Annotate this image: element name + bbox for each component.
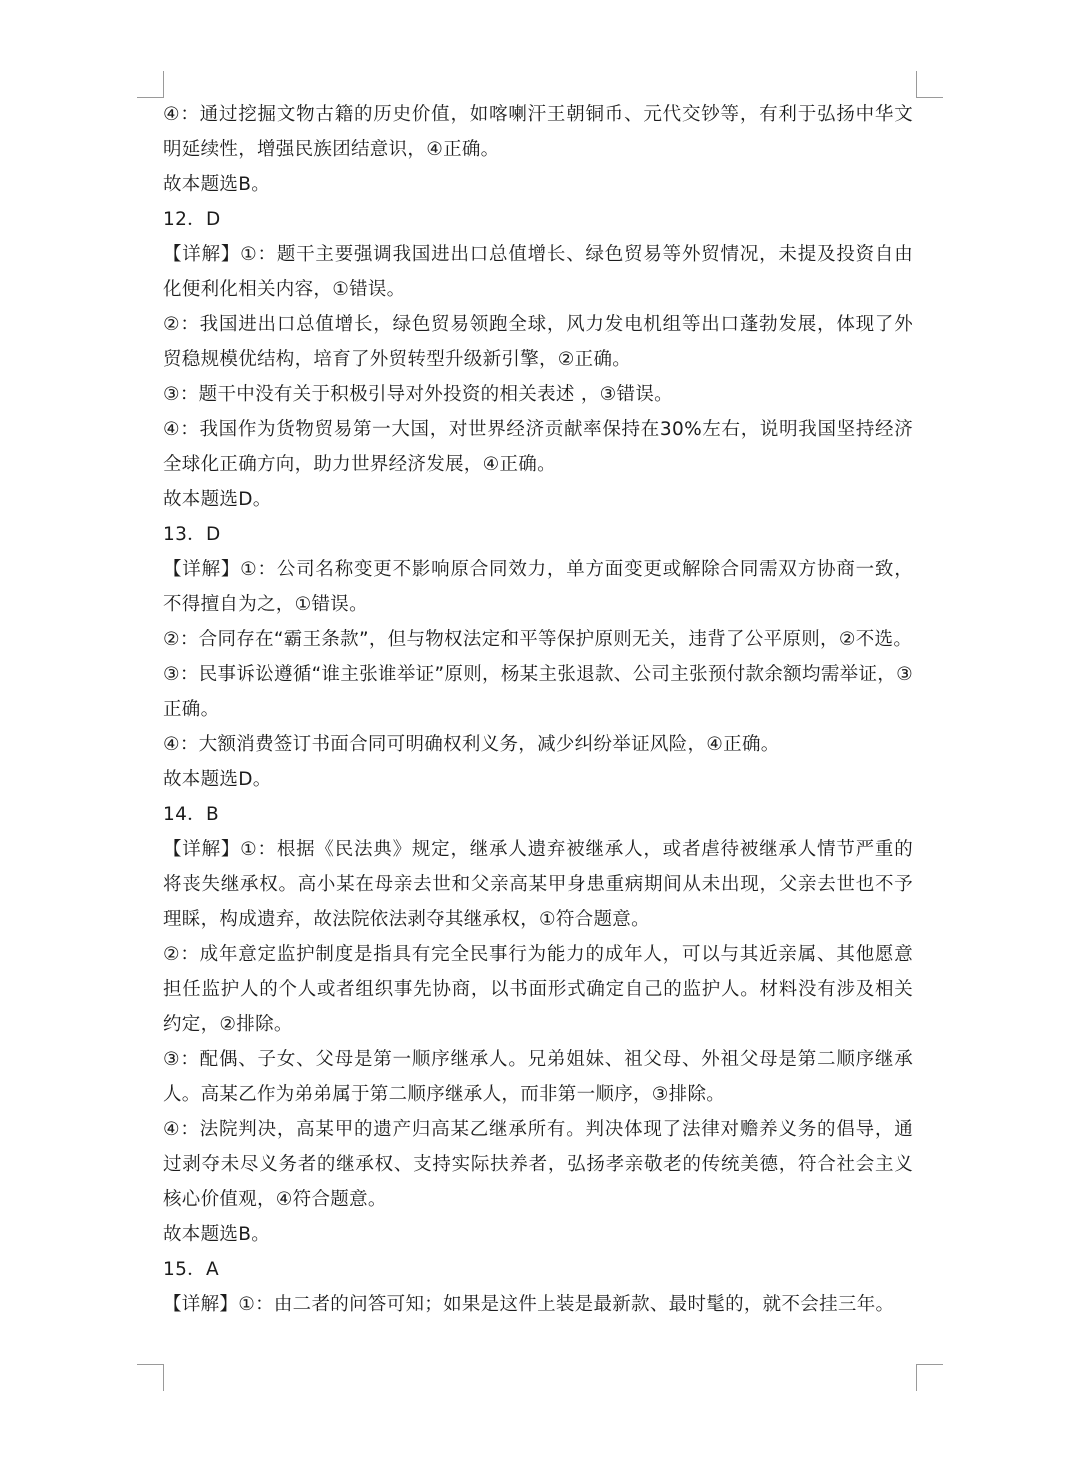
crop-mark-bottom-right bbox=[916, 1364, 943, 1391]
question-13-heading: 13．D bbox=[163, 524, 221, 545]
paragraph-q13-answer: 故本题选D。 bbox=[163, 769, 272, 790]
paragraph-q12-point1: 【详解】①：题干主要强调我国进出口总值增长、绿色贸易等外贸情况，未提及投资自由化便利化相关内容，①错误。 bbox=[163, 244, 913, 300]
paragraph-q11-answer: 故本题选B。 bbox=[163, 174, 270, 195]
question-14-heading: 14．B bbox=[163, 804, 219, 825]
crop-mark-top-left bbox=[137, 71, 164, 98]
crop-mark-bottom-left bbox=[137, 1364, 164, 1391]
paragraph-q14-point3: ③：配偶、子女、父母是第一顺序继承人。兄弟姐妹、祖父母、外祖父母是第二顺序继承人。高某乙作为弟弟属于第二顺序继承人，而非第一顺序，③排除。 bbox=[163, 1049, 913, 1105]
paragraph-q11-point4: ④：通过挖掘文物古籍的历史价值，如喀喇汗王朝铜币、元代交钞等，有利于弘扬中华文明延续性，增强民族团结意识，④正确。 bbox=[163, 104, 913, 160]
paragraph-q12-point2: ②：我国进出口总值增长，绿色贸易领跑全球，风力发电机组等出口蓬勃发展，体现了外贸稳规模优结构，培育了外贸转型升级新引擎，②正确。 bbox=[163, 314, 913, 370]
paragraph-q14-point4: ④：法院判决，高某甲的遗产归高某乙继承所有。判决体现了法律对赡养义务的倡导，通过剥夺未尽义务者的继承权、支持实际扶养者，弘扬孝亲敬老的传统美德，符合社会主义核心价值观，④符合题意。 bbox=[163, 1119, 913, 1210]
paragraph-q12-point3: ③：题干中没有关于积极引导对外投资的相关表述 ，③错误。 bbox=[163, 384, 673, 405]
paragraph-q14-point1: 【详解】①：根据《民法典》规定，继承人遗弃被继承人，或者虐待被继承人情节严重的将丧失继承权。高小某在母亲去世和父亲高某甲身患重病期间从未出现，父亲去世也不予理睬，构成遗弃，故法院依法剥夺其继承权，①符合题意。 bbox=[163, 839, 913, 930]
paragraph-q13-point3: ③：民事诉讼遵循“谁主张谁举证”原则，杨某主张退款、公司主张预付款余额均需举证，③正确。 bbox=[163, 664, 913, 720]
paragraph-q12-answer: 故本题选D。 bbox=[163, 489, 272, 510]
question-12-heading: 12．D bbox=[163, 209, 221, 230]
page-body bbox=[163, 97, 913, 1322]
paragraph-q13-point2: ②：合同存在“霸王条款”，但与物权法定和平等保护原则无关，违背了公平原则，②不选。 bbox=[163, 629, 913, 650]
paragraph-q12-point4: ④：我国作为货物贸易第一大国，对世界经济贡献率保持在30%左右，说明我国坚持经济全球化正确方向，助力世界经济发展，④正确。 bbox=[163, 419, 913, 475]
crop-mark-top-right bbox=[916, 71, 943, 98]
paragraph-q13-point1: 【详解】①：公司名称变更不影响原合同效力，单方面变更或解除合同需双方协商一致，不得擅自为之，①错误。 bbox=[163, 559, 913, 615]
paragraph-q15-point1: 【详解】①：由二者的问答可知；如果是这件上装是最新款、最时髦的，就不会挂三年。 bbox=[163, 1294, 895, 1315]
paragraph-q14-point2: ②：成年意定监护制度是指具有完全民事行为能力的成年人，可以与其近亲属、其他愿意担任监护人的个人或者组织事先协商，以书面形式确定自己的监护人。材料没有涉及相关约定，②排除。 bbox=[163, 944, 913, 1035]
paragraph-q13-point4: ④：大额消费签订书面合同可明确权利义务，减少纠纷举证风险，④正确。 bbox=[163, 734, 780, 755]
paragraph-q14-answer: 故本题选B。 bbox=[163, 1224, 270, 1245]
question-15-heading: 15．A bbox=[163, 1259, 219, 1280]
